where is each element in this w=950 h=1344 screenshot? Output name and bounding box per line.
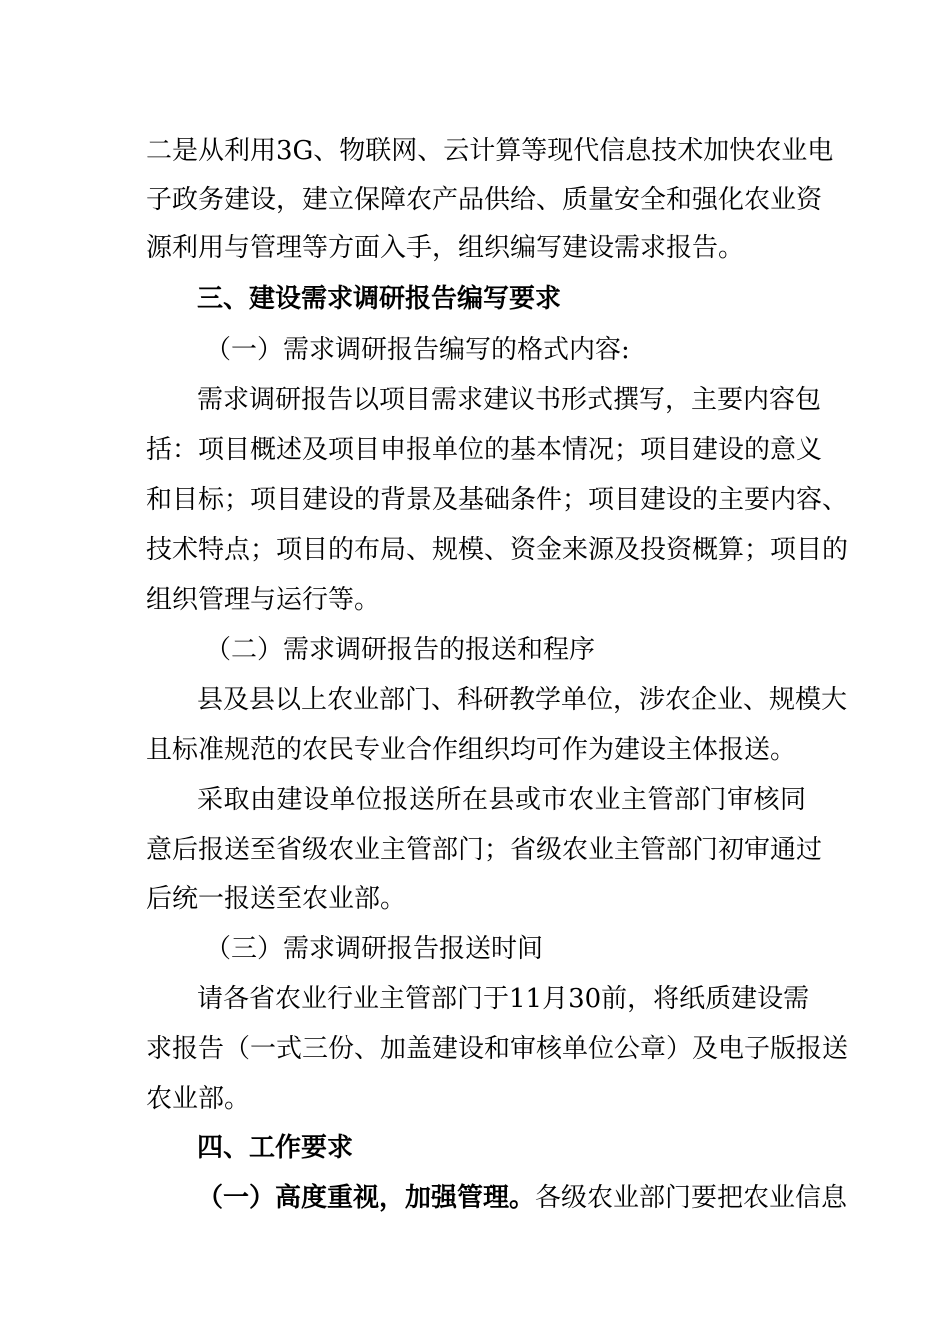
line-text: 各级农业部门要把农业信息 [535, 1183, 848, 1213]
body-line: 组织管理与运行等。 [146, 585, 381, 615]
body-line: 农业部。 [146, 1084, 251, 1114]
subsection-heading: （二）需求调研报告的报送和程序 [205, 635, 596, 665]
section-heading: 三、建设需求调研报告编写要求 [197, 284, 562, 314]
bold-lead: （一）高度重视，加强管理。 [197, 1183, 536, 1213]
body-line: 括：项目概述及项目申报单位的基本情况；项目建设的意义 [146, 435, 823, 465]
body-line: 和目标；项目建设的背景及基础条件；项目建设的主要内容、 [146, 485, 849, 515]
body-line: 源利用与管理等方面入手，组织编写建设需求报告。 [146, 233, 745, 263]
body-line: 后统一报送至农业部。 [146, 884, 407, 914]
body-line: 子政务建设，建立保障农产品供给、质量安全和强化农业资 [146, 185, 823, 215]
subsection-heading: （一）需求调研报告编写的格式内容: [205, 335, 630, 365]
body-line: 需求调研报告以项目需求建议书形式撰写，主要内容包 [197, 385, 822, 415]
body-line: 技术特点；项目的布局、规模、资金来源及投资概算；项目的 [146, 535, 849, 565]
body-line: 二是从利用3G、物联网、云计算等现代信息技术加快农业电 [146, 136, 834, 166]
body-line: 求报告（一式三份、加盖建设和审核单位公章）及电子版报送 [146, 1034, 849, 1064]
subsection-heading: （三）需求调研报告报送时间 [205, 934, 544, 964]
body-line: 且标准规范的农民专业合作组织均可作为建设主体报送。 [146, 735, 797, 765]
body-line: 意后报送至省级农业主管部门；省级农业主管部门初审通过 [146, 835, 823, 865]
body-line: 采取由建设单位报送所在县或市农业主管部门审核同 [197, 785, 806, 815]
section-heading: 四、工作要求 [197, 1133, 354, 1163]
body-line: 请各省农业行业主管部门于11月30前，将纸质建设需 [197, 984, 810, 1014]
body-line [197, 1182, 848, 1214]
body-line: 县及县以上农业部门、科研教学单位，涉农企业、规模大 [197, 685, 848, 715]
